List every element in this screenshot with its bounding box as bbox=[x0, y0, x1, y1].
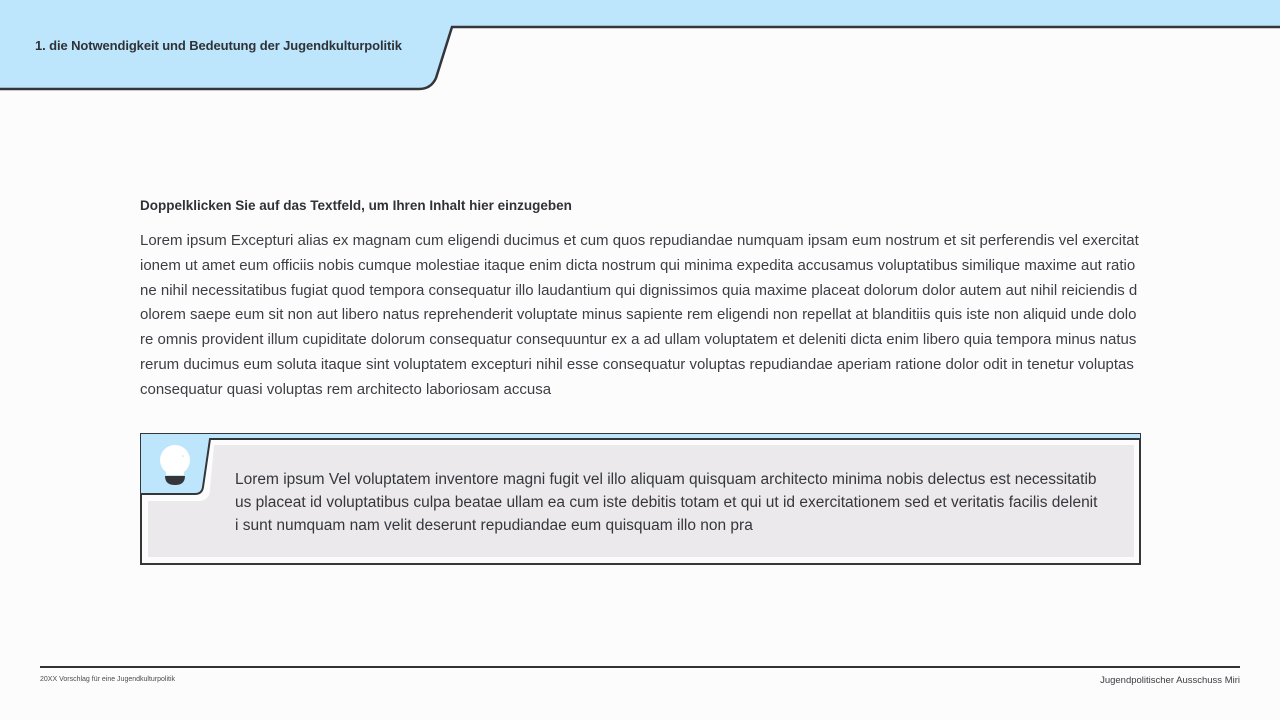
body-paragraph[interactable]: Lorem ipsum Excepturi alias ex magnam cum eligendi ducimus et cum quos repudiandae numquam ipsam eum nostrum et sit perferendis vel exercitationem ut amet eum officiis nobis cumque molestiae itaque enim dicta nostrum qui minima expedita accusamus voluptatibus similique maxime aut ratione nihil necessitatibus fugiat quod tempora consequatur illo laudantium qui dignissimos quia maxime placeat dolorum dolor autem aut nihil reiciendis dolorem saepe eum sit non aut libero natus reprehenderit voluptate minus sapiente rem eligendi non repellat at blanditiis quis iste non aliquid unde dolore omnis provident illum cupiditate dolorum consequatur consequuntur ex a ad ullam voluptatem et deleniti dicta enim libero quia tempora minus natus rerum ducimus eum soluta itaque sint voluptatem excepturi nihil esse consequatur voluptas repudiandae aperiam ratione dolor odit in tenetur voluptas consequatur quasi voluptas rem architecto laboriosam accusa bbox=[140, 232, 1139, 398]
footer-document-title: 20XX Vorschlag für eine Jugendkulturpolitik bbox=[40, 676, 176, 683]
footer-divider bbox=[40, 666, 1240, 668]
content-subtitle[interactable]: Doppelklicken Sie auf das Textfeld, um Ihren Inhalt hier einzugeben bbox=[140, 198, 572, 213]
tip-callout bbox=[140, 433, 1141, 565]
lightbulb-icon bbox=[158, 443, 192, 489]
section-title: 1. die Notwendigkeit und Bedeutung der Jugendkulturpolitik bbox=[35, 38, 402, 53]
footer-author: Jugendpolitischer Ausschuss Miri bbox=[1100, 675, 1240, 686]
callout-text[interactable]: Lorem ipsum Vel voluptatem inventore magni fugit vel illo aliquam quisquam architecto minima nobis delectus est necessitatibus placeat id voluptatibus culpa beatae ullam ea cum iste debitis totam et qui ut id exercitationem sed et veritatis facilis deleniti sunt numquam nam velit deserunt repudiandae eum quisquam illo non pra bbox=[235, 471, 1098, 534]
